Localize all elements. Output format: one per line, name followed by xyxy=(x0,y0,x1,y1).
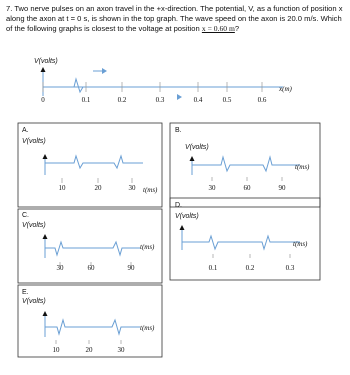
tick-label: 0.1 xyxy=(208,264,218,272)
tick-label: 0.3 xyxy=(155,96,165,104)
option-d-ylabel: V(volts) xyxy=(175,213,199,220)
tick-label: 10 xyxy=(52,346,60,354)
y-axis-arrowhead-icon xyxy=(190,156,195,161)
option-e-waveform xyxy=(45,320,140,334)
option-e-letter: E. xyxy=(22,289,29,296)
tick-label: 30 xyxy=(56,264,64,272)
tick-label: 30 xyxy=(208,184,216,192)
option-d xyxy=(170,198,320,280)
option-d-waveform xyxy=(182,236,300,249)
option-b-xlabel: t(ms) xyxy=(295,163,310,171)
option-b-ylabel: V(volts) xyxy=(185,144,209,151)
option-d-xlabel: t(ms) xyxy=(293,240,308,248)
y-axis-arrowhead-icon xyxy=(43,311,48,316)
tick-label: 0.5 xyxy=(222,96,232,104)
option-c-xlabel: t(ms) xyxy=(140,243,155,251)
y-axis-arrowhead-icon xyxy=(41,67,46,72)
top-graph-ylabel: V(volts) xyxy=(34,58,58,65)
option-e-ylabel: V(volts) xyxy=(22,298,46,305)
option-c-waveform xyxy=(45,242,140,255)
option-d-letter: D. xyxy=(175,202,182,209)
tick-label: 60 xyxy=(87,264,95,272)
option-b-letter: B. xyxy=(175,127,182,134)
option-b-waveform xyxy=(192,157,300,171)
tick-label: 30 xyxy=(117,346,125,354)
tick-label: 0.3 xyxy=(285,264,295,272)
question-end: ? xyxy=(234,24,240,33)
question-body: Two nerve pulses on an axon travel in the +x-direction. The potential, V, as a function of position x along the axon at t = 0 s, is shown in the top graph. The wave speed on the axon is 20.0 m/s. Which of the following graphs is closest to the voltage at position xyxy=(6,4,343,33)
tick-label: 90 xyxy=(278,184,286,192)
tick-label: 0.1 xyxy=(81,96,91,104)
x-axis-arrow-icon xyxy=(177,94,182,100)
tick-label: 0.2 xyxy=(117,96,127,104)
option-c-ylabel: V(volts) xyxy=(22,222,46,229)
y-axis-arrowhead-icon xyxy=(180,225,185,230)
top-graph-xlabel: x(m) xyxy=(279,85,292,93)
option-a-xlabel: t(ms) xyxy=(143,186,158,194)
tick-label: 20 xyxy=(85,346,93,354)
y-axis-arrowhead-icon xyxy=(43,234,48,239)
option-a-letter: A. xyxy=(22,127,29,134)
top-graph xyxy=(34,58,292,104)
option-c-letter: C. xyxy=(22,212,29,219)
option-a-ylabel: V(volts) xyxy=(22,138,46,145)
tick-label: 30 xyxy=(128,184,136,192)
option-a xyxy=(18,123,162,207)
question-position: x = 0.60 m xyxy=(201,24,235,33)
option-e-xlabel: t(ms) xyxy=(140,324,155,332)
tick-label: 0 xyxy=(41,96,45,104)
tick-label: 20 xyxy=(94,184,102,192)
y-axis-arrowhead-icon xyxy=(43,154,48,159)
tick-label: 0.4 xyxy=(193,96,203,104)
travel-direction-arrowhead-icon xyxy=(102,68,107,74)
option-a-box xyxy=(18,123,162,207)
option-e xyxy=(18,285,162,357)
tick-label: 60 xyxy=(243,184,251,192)
option-a-waveform xyxy=(45,156,143,168)
tick-label: 10 xyxy=(58,184,66,192)
tick-label: 0.2 xyxy=(245,264,255,272)
tick-label: 0.6 xyxy=(257,96,267,104)
question-number: 7. xyxy=(6,4,13,13)
tick-label: 90 xyxy=(127,264,135,272)
option-c xyxy=(18,209,162,283)
option-b xyxy=(170,123,320,207)
